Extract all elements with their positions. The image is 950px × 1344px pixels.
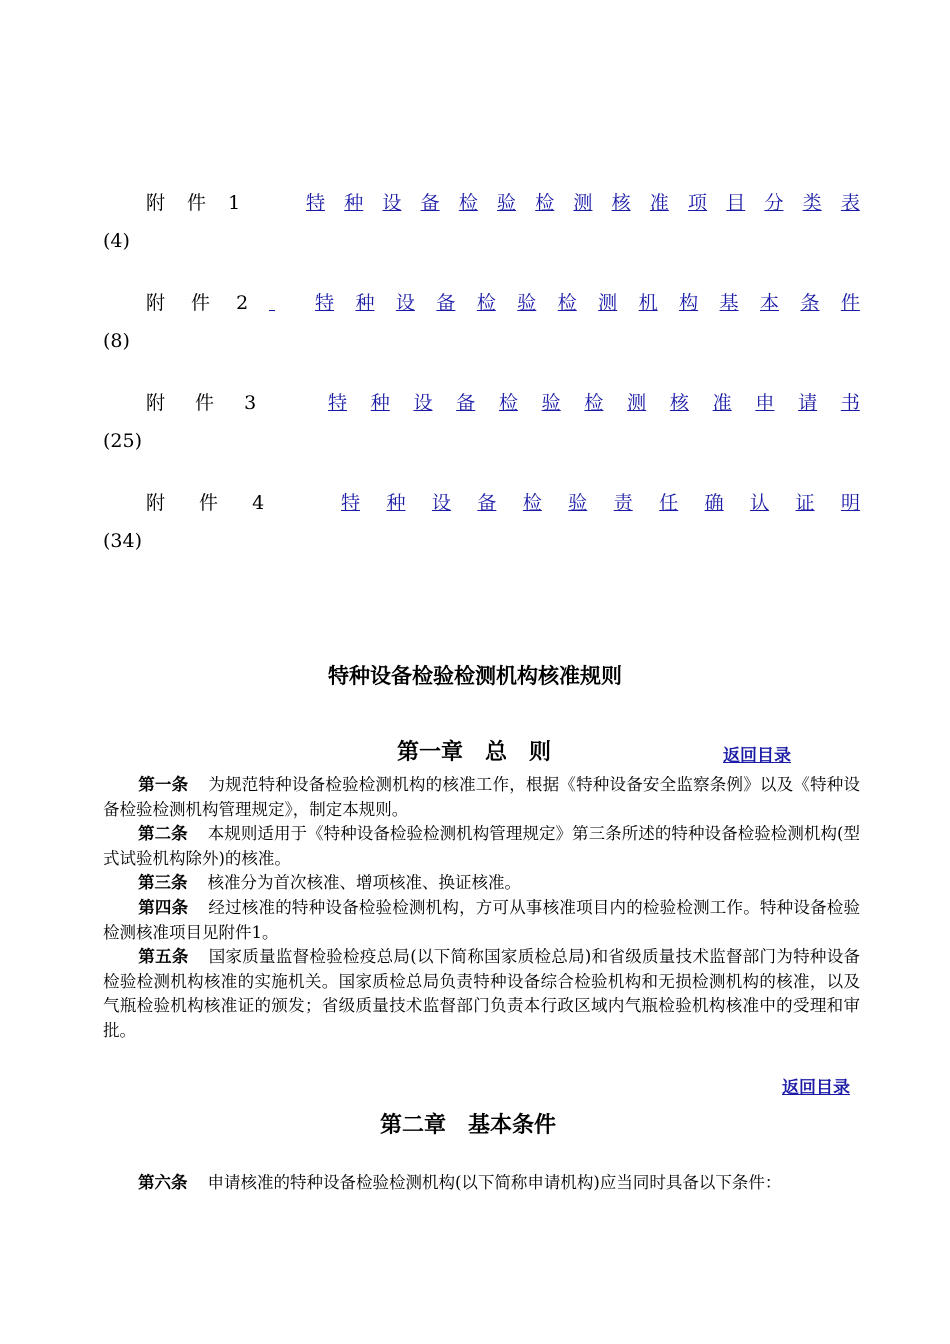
annex-link-char: 基: [719, 292, 739, 314]
article-2: [103, 822, 860, 871]
article-label: 第一条: [138, 775, 189, 794]
annex-link-char: 特: [315, 292, 335, 314]
chapter-1-heading: 第一章 总 则: [397, 740, 552, 765]
annex-link-char: 验: [568, 492, 588, 514]
article-4: [103, 896, 860, 945]
annex-link-char: 检: [535, 192, 555, 214]
annex-link-char: 种: [370, 392, 390, 414]
article-1: [103, 773, 860, 822]
annex-link-char: 表: [840, 192, 860, 214]
annex-link[interactable]: [341, 488, 860, 515]
annex-link-char: 备: [420, 192, 440, 214]
annex-link-char: 检: [584, 392, 604, 414]
article-text: 本规则适用于《特种设备检验检测机构管理规定》第三条所述的特种设备检验检测机构(型式试验机构除外)的核准。: [103, 824, 861, 868]
annex-link-char: 准: [712, 392, 732, 414]
annex-link-char: 特: [341, 492, 361, 514]
article-5: [103, 945, 860, 1043]
annex-link-char: 申: [755, 392, 775, 414]
annex-link-char: 本: [759, 292, 779, 314]
annex-link-char: 任: [659, 492, 679, 514]
annex-link-char: 检: [557, 292, 577, 314]
annex-link-char: 准: [649, 192, 669, 214]
article-3: [103, 871, 860, 896]
chapter-2-heading: 第二章 基本条件: [380, 1113, 557, 1138]
annex-link-char: 条: [800, 292, 820, 314]
article-text: 国家质量监督检验检疫总局(以下简称国家质检总局)和省级质量技术监督部门为特种设备检验检测机构核准的实施机关。国家质检总局负责特种设备综合检验机构和无损检测机构的核准，以及气瓶检验机构核准证的颁发；省级质量技术监督部门负责本行政区域内气瓶检验机构核准中的受理和审批。: [103, 947, 861, 1040]
annex-link-char: 设: [413, 392, 433, 414]
annex-link-char: 验: [497, 192, 517, 214]
article-6: [103, 1171, 860, 1196]
annex-link-char: 责: [613, 492, 633, 514]
annex-link-char: 种: [344, 192, 364, 214]
article-text: 经过核准的特种设备检验检测机构，方可从事核准项目内的检验检测工作。特种设备检验检测核准项目见附件1。: [103, 898, 861, 942]
annex-link-char: 种: [386, 492, 406, 514]
annex-link-char: 检: [458, 192, 478, 214]
annex-link-char: 件: [840, 292, 860, 314]
annex-prefix: 附 件 2: [146, 292, 259, 314]
back-to-toc-link[interactable]: 返回目录: [723, 746, 791, 766]
annex-link-char: 书: [840, 392, 860, 414]
annex-link-char: 确: [704, 492, 724, 514]
annex-link-char: 分: [764, 192, 784, 214]
annex-link-char: 认: [750, 492, 770, 514]
annex-link-char: 核: [669, 392, 689, 414]
annex-page-number: (25): [103, 430, 143, 452]
annex-link[interactable]: [306, 188, 860, 215]
annex-link-char: 备: [456, 392, 476, 414]
annex-link-char: 检: [476, 292, 496, 314]
annex-link-char: 构: [679, 292, 699, 314]
annex-link-char: 设: [382, 192, 402, 214]
annex-link-char: 验: [517, 292, 537, 314]
annex-link-char: 检: [498, 392, 518, 414]
annex-link-char: 测: [598, 292, 618, 314]
annex-link-char: 备: [436, 292, 456, 314]
article-label: 第二条: [138, 824, 188, 843]
article-label: 第五条: [138, 947, 189, 966]
annex-link[interactable]: [328, 388, 860, 415]
annex-link-char: 设: [395, 292, 415, 314]
annex-link-char: 测: [627, 392, 647, 414]
article-label: 第四条: [138, 898, 189, 917]
blank-link[interactable]: [269, 292, 297, 314]
article-label: 第三条: [138, 873, 188, 892]
article-text: 核准分为首次核准、增项核准、换证核准。: [207, 873, 521, 892]
document-title: 特种设备检验检测机构核准规则: [328, 664, 622, 688]
annex-link-char: 特: [328, 392, 348, 414]
annex-page-number: (34): [103, 530, 143, 552]
annex-link-char: 类: [802, 192, 822, 214]
annex-link-char: 核: [611, 192, 631, 214]
back-to-toc-link[interactable]: 返回目录: [782, 1078, 850, 1098]
annex-link-char: 请: [798, 392, 818, 414]
annex-link[interactable]: [315, 288, 860, 315]
annex-link-char: 种: [355, 292, 375, 314]
annex-link-char: 测: [573, 192, 593, 214]
annex-link-char: 备: [477, 492, 497, 514]
annex-link-char: 设: [431, 492, 451, 514]
annex-prefix: 附 件 4: [146, 492, 279, 514]
annex-link-char: 机: [638, 292, 658, 314]
article-text: 为规范特种设备检验检测机构的核准工作，根据《特种设备安全监察条例》以及《特种设备检验检测机构管理规定》，制定本规则。: [103, 775, 861, 819]
annex-link-char: 证: [795, 492, 815, 514]
annex-link-char: 明: [840, 492, 860, 514]
article-label: 第六条: [138, 1173, 188, 1192]
annex-page-number: (8): [103, 330, 130, 352]
annex-prefix: 附 件 1: [146, 192, 249, 214]
annex-link-char: 验: [541, 392, 561, 414]
annex-page-number: (4): [103, 230, 130, 252]
annex-prefix: 附 件 3: [146, 392, 269, 414]
annex-link-char: 项: [688, 192, 708, 214]
annex-link-char: 目: [726, 192, 746, 214]
annex-link-char: 检: [522, 492, 542, 514]
article-text: 申请核准的特种设备检验检测机构(以下简称申请机构)应当同时具备以下条件：: [207, 1173, 782, 1192]
annex-link-char: 特: [306, 192, 326, 214]
